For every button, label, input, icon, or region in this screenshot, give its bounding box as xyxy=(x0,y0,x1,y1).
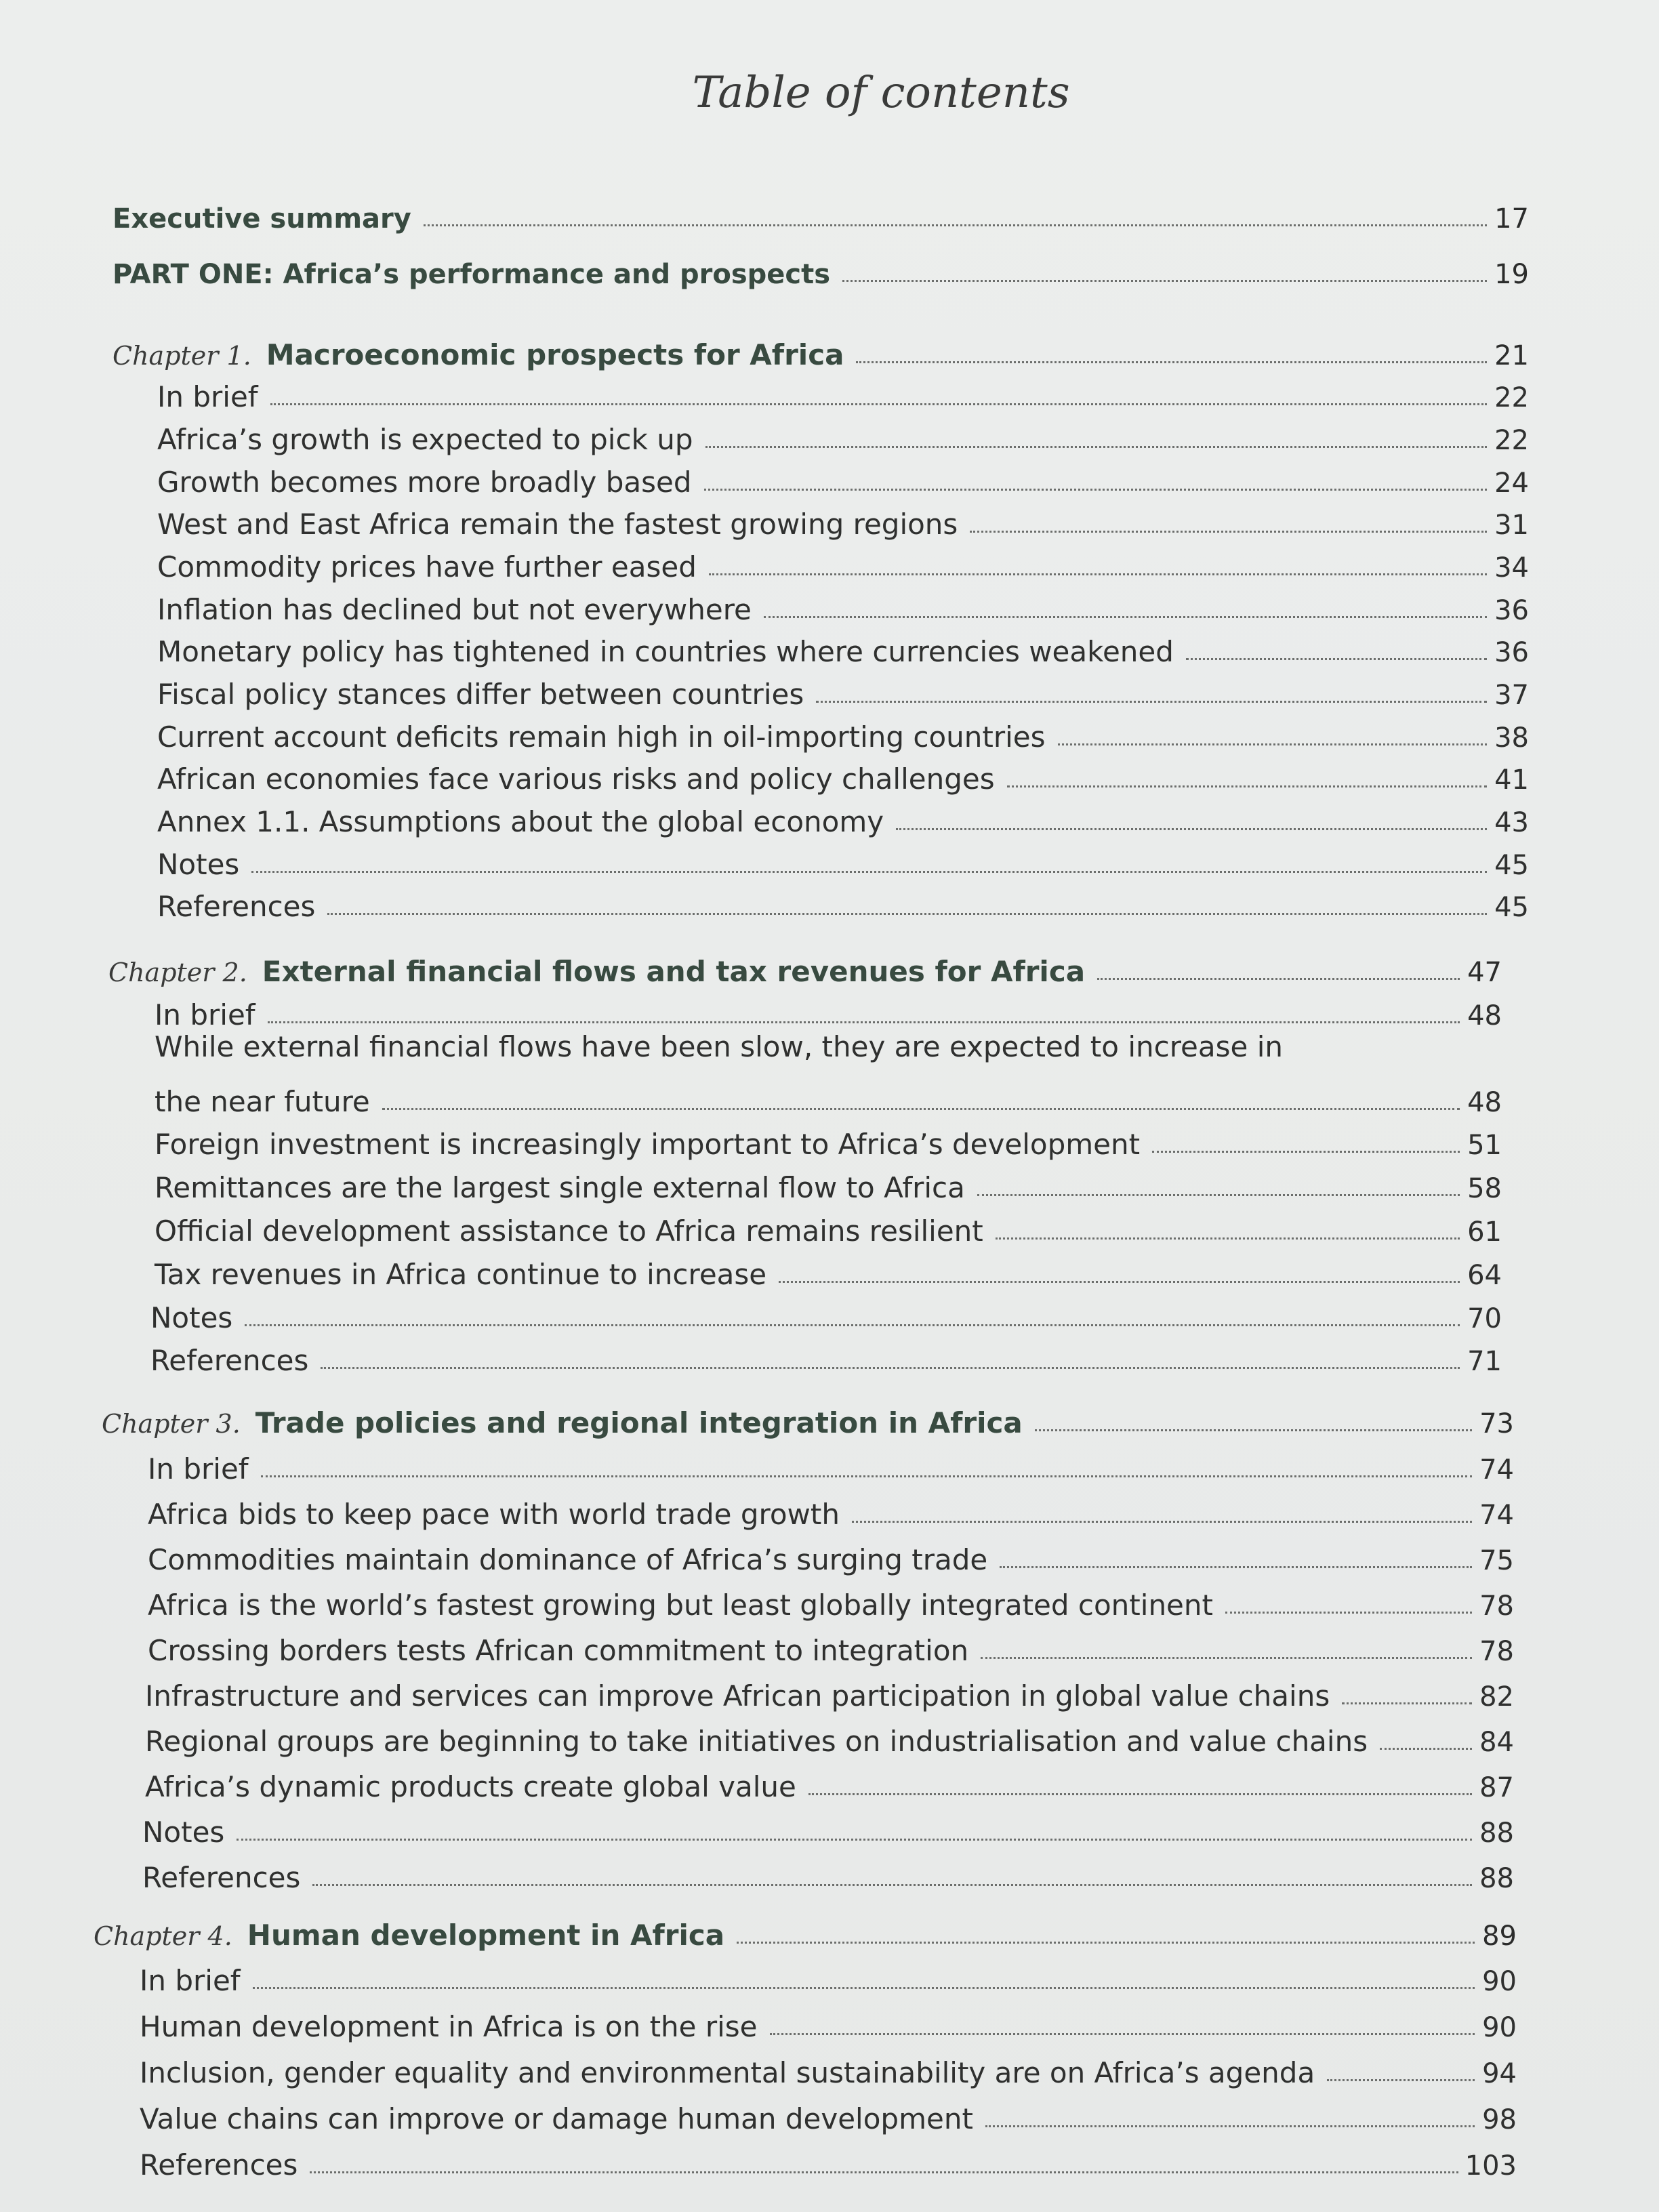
toc-page-number: 41 xyxy=(1494,764,1529,796)
toc-entry[interactable] xyxy=(155,1075,1502,1118)
toc-page-number: 19 xyxy=(1494,259,1529,290)
toc-entry[interactable] xyxy=(155,988,1502,1031)
toc-entry[interactable] xyxy=(155,1248,1502,1291)
chapter-title: Macroeconomic prospects for Africa xyxy=(266,338,844,371)
page-title: Table of contents xyxy=(692,68,1070,118)
chapter-2-heading[interactable] xyxy=(108,945,1502,988)
toc-entry[interactable] xyxy=(150,1334,1502,1377)
toc-page-number: 98 xyxy=(1482,2104,1517,2135)
chapter-number: Chapter 3. xyxy=(102,1409,241,1439)
toc-entry-part-one[interactable] xyxy=(112,247,1529,290)
dot-leader xyxy=(970,530,1487,533)
chapter-4-heading[interactable] xyxy=(94,1908,1517,1952)
chapter-3-heading[interactable] xyxy=(102,1396,1514,1439)
toc-entry-label: PART ONE: Africa’s performance and prospects xyxy=(112,259,831,290)
toc-page-number: 43 xyxy=(1494,807,1529,838)
toc-page-number: 73 xyxy=(1479,1408,1514,1439)
dot-leader xyxy=(1342,1702,1472,1704)
toc-entry[interactable] xyxy=(157,838,1529,881)
toc-entry-label: Annex 1.1. Assumptions about the global economy xyxy=(157,805,884,838)
toc-page-number: 78 xyxy=(1479,1636,1514,1667)
dot-leader xyxy=(245,1324,1460,1326)
dot-leader xyxy=(1225,1611,1472,1614)
toc-entry-label: References xyxy=(150,1344,309,1377)
toc-entry-label: Infrastructure and services can improve African participation in global value chains xyxy=(145,1679,1330,1713)
toc-entry[interactable] xyxy=(145,1760,1514,1803)
toc-entry-label: West and East Africa remain the fastest growing regions xyxy=(157,508,958,541)
toc-page-number: 64 xyxy=(1467,1260,1502,1291)
dot-leader xyxy=(261,1475,1472,1477)
dot-leader xyxy=(1152,1150,1460,1153)
toc-page-number: 74 xyxy=(1479,1500,1514,1531)
dot-leader xyxy=(382,1107,1460,1110)
dot-leader xyxy=(896,827,1487,830)
toc-entry[interactable] xyxy=(145,1669,1514,1713)
toc-page-number: 103 xyxy=(1465,2150,1517,2182)
toc-entry-label: Growth becomes more broadly based xyxy=(157,466,692,499)
toc-page-number: 61 xyxy=(1467,1216,1502,1248)
toc-page-number: 94 xyxy=(1482,2058,1517,2089)
toc-entry-label: Africa’s dynamic products create global value xyxy=(145,1770,796,1803)
toc-entry-label: Official development assistance to Africa remains resilient xyxy=(155,1214,983,1248)
toc-page-number: 36 xyxy=(1494,595,1529,626)
toc-entry[interactable] xyxy=(148,1578,1514,1622)
toc-entry[interactable] xyxy=(157,880,1529,923)
toc-page-number: 38 xyxy=(1494,722,1529,754)
toc-entry-label: Notes xyxy=(157,848,240,881)
dot-leader xyxy=(737,1941,1475,1944)
dot-leader xyxy=(1007,785,1487,787)
chapter-1-heading[interactable] xyxy=(112,328,1529,371)
toc-page-number: 22 xyxy=(1494,382,1529,413)
toc-page-number: 36 xyxy=(1494,637,1529,668)
toc-entry[interactable] xyxy=(140,1954,1517,1997)
dot-leader xyxy=(1380,1747,1472,1750)
toc-entry-label: Inflation has declined but not everywhere xyxy=(157,593,752,626)
dot-leader xyxy=(312,1883,1472,1886)
dot-leader xyxy=(327,912,1487,915)
dot-leader xyxy=(1000,1565,1472,1568)
toc-entry[interactable] xyxy=(157,752,1529,796)
toc-entry-label: Notes xyxy=(142,1816,225,1849)
dot-leader xyxy=(1058,743,1487,745)
toc-entry[interactable] xyxy=(140,2138,1517,2182)
chapter-number: Chapter 4. xyxy=(94,1921,232,1951)
toc-entry-wrapped-line-1[interactable]: While external financial flows have been slow, they are expected to increase in xyxy=(155,1030,1283,1063)
dot-leader xyxy=(996,1237,1460,1240)
dot-leader xyxy=(705,445,1487,448)
dot-leader xyxy=(816,700,1487,703)
chapter-title: Trade policies and regional integration in Africa xyxy=(255,1406,1023,1439)
toc-entry[interactable] xyxy=(140,2046,1517,2089)
toc-entry[interactable] xyxy=(148,1533,1514,1576)
toc-entry-label: Value chains can improve or damage human development xyxy=(140,2102,973,2135)
toc-page-number: 47 xyxy=(1467,957,1502,988)
toc-page-number: 82 xyxy=(1479,1681,1514,1713)
toc-page-number: 74 xyxy=(1479,1454,1514,1486)
toc-entry-label: Regional groups are beginning to take initiatives on industrialisation and value chains xyxy=(145,1725,1368,1758)
toc-entry[interactable] xyxy=(142,1851,1514,1894)
dot-leader xyxy=(237,1838,1472,1841)
dot-leader xyxy=(704,488,1487,491)
dot-leader xyxy=(856,361,1487,363)
toc-entry-executive-summary[interactable] xyxy=(112,191,1529,234)
toc-entry[interactable] xyxy=(148,1488,1514,1531)
toc-page-number: 51 xyxy=(1467,1130,1502,1161)
toc-page-number: 78 xyxy=(1479,1591,1514,1622)
toc-entry[interactable] xyxy=(155,1118,1502,1161)
dot-leader xyxy=(985,2125,1475,2127)
toc-page-number: 31 xyxy=(1494,510,1529,541)
toc-entry-label: Remittances are the largest single external flow to Africa xyxy=(155,1171,965,1204)
toc-page-number: 75 xyxy=(1479,1545,1514,1576)
toc-entry-label: In brief xyxy=(157,380,258,413)
toc-entry-label: In brief xyxy=(155,998,255,1031)
toc-entry-label: References xyxy=(157,890,316,923)
toc-entry[interactable] xyxy=(155,1161,1502,1204)
toc-page-number: 22 xyxy=(1494,425,1529,456)
toc-page-number: 89 xyxy=(1482,1921,1517,1952)
chapter-title: External financial flows and tax revenues for Africa xyxy=(262,955,1086,988)
toc-page-number: 71 xyxy=(1467,1346,1502,1377)
dot-leader xyxy=(981,1656,1472,1659)
chapter-number: Chapter 2. xyxy=(108,958,247,987)
toc-page-number: 24 xyxy=(1494,468,1529,499)
toc-page-number: 45 xyxy=(1494,850,1529,881)
toc-entry-label: Notes xyxy=(150,1301,233,1334)
toc-entry-label: In brief xyxy=(148,1452,249,1486)
dot-leader xyxy=(977,1193,1460,1196)
toc-entry[interactable] xyxy=(140,2092,1517,2135)
toc-entry[interactable] xyxy=(157,455,1529,499)
dot-leader xyxy=(779,1280,1460,1283)
dot-leader xyxy=(770,2032,1475,2035)
toc-entry-label: the near future xyxy=(155,1085,370,1118)
dot-leader xyxy=(808,1793,1472,1795)
toc-page-number: 84 xyxy=(1479,1727,1514,1758)
toc-entry[interactable] xyxy=(145,1715,1514,1758)
toc-entry-label: Monetary policy has tightened in countries where currencies weakened xyxy=(157,635,1174,668)
dot-leader xyxy=(270,403,1487,405)
toc-page-number: 58 xyxy=(1467,1173,1502,1204)
toc-entry[interactable] xyxy=(157,795,1529,838)
dot-leader xyxy=(852,1520,1472,1523)
toc-page-number: 21 xyxy=(1494,340,1529,371)
toc-entry[interactable] xyxy=(157,540,1529,583)
dot-leader xyxy=(842,279,1487,282)
toc-entry[interactable] xyxy=(148,1624,1514,1667)
toc-entry[interactable] xyxy=(157,370,1529,413)
toc-entry-label: Africa bids to keep pace with world trade growth xyxy=(148,1498,840,1531)
toc-entry[interactable] xyxy=(142,1805,1514,1849)
toc-entry-label: Africa is the world’s fastest growing but least globally integrated continent xyxy=(148,1589,1213,1622)
toc-entry-label: Fiscal policy stances differ between countries xyxy=(157,678,804,711)
toc-page-number: 45 xyxy=(1494,892,1529,923)
toc-entry-label: Commodity prices have further eased xyxy=(157,550,697,583)
toc-entry-label: In brief xyxy=(140,1964,241,1997)
toc-entry-label: References xyxy=(140,2148,298,2182)
toc-entry-label: Tax revenues in Africa continue to increase xyxy=(155,1258,767,1291)
toc-page-number: 70 xyxy=(1467,1303,1502,1334)
dot-leader xyxy=(1097,977,1460,980)
toc-entry[interactable] xyxy=(157,413,1529,456)
toc-entry-label: References xyxy=(142,1861,301,1894)
toc-entry-label: African economies face various risks and policy challenges xyxy=(157,762,995,796)
toc-page-number: 88 xyxy=(1479,1818,1514,1849)
toc-entry[interactable] xyxy=(157,625,1529,668)
toc-page-number: 34 xyxy=(1494,552,1529,583)
toc-entry[interactable] xyxy=(155,1204,1502,1248)
toc-entry-label: Foreign investment is increasingly important to Africa’s development xyxy=(155,1128,1141,1161)
toc-page-number: 90 xyxy=(1482,1966,1517,1997)
toc-entry[interactable] xyxy=(157,710,1529,754)
toc-entry[interactable] xyxy=(157,497,1529,541)
dot-leader xyxy=(709,573,1487,575)
toc-entry[interactable] xyxy=(148,1442,1514,1486)
toc-page-number: 90 xyxy=(1482,2012,1517,2043)
dot-leader xyxy=(1035,1429,1472,1431)
toc-entry-label: Current account deficits remain high in oil-importing countries xyxy=(157,720,1046,754)
toc-page-number: 48 xyxy=(1467,1000,1502,1031)
toc-entry-label: Commodities maintain dominance of Africa’s surging trade xyxy=(148,1543,988,1576)
toc-entry[interactable] xyxy=(140,2000,1517,2043)
chapter-number: Chapter 1. xyxy=(112,341,251,371)
toc-entry-label: Africa’s growth is expected to pick up xyxy=(157,423,693,456)
toc-entry-label: Human development in Africa is on the rise xyxy=(140,2010,758,2043)
dot-leader xyxy=(251,870,1487,873)
dot-leader xyxy=(1186,657,1487,660)
dot-leader xyxy=(321,1366,1460,1369)
toc-entry[interactable] xyxy=(157,668,1529,711)
toc-entry[interactable] xyxy=(150,1291,1502,1334)
dot-leader xyxy=(1327,2078,1475,2081)
toc-page-number: 37 xyxy=(1494,680,1529,711)
toc-page-number: 88 xyxy=(1479,1863,1514,1894)
dot-leader xyxy=(268,1021,1460,1023)
toc-page-number: 17 xyxy=(1494,203,1529,234)
dot-leader xyxy=(764,615,1487,618)
toc-entry-label: Inclusion, gender equality and environmental sustainability are on Africa’s agenda xyxy=(140,2056,1315,2089)
chapter-title: Human development in Africa xyxy=(247,1919,725,1952)
dot-leader xyxy=(253,1986,1475,1989)
toc-entry-label: Executive summary xyxy=(112,203,411,234)
toc-page-number: 48 xyxy=(1467,1087,1502,1118)
toc-page-number: 87 xyxy=(1479,1772,1514,1803)
dot-leader xyxy=(310,2171,1458,2173)
toc-entry[interactable] xyxy=(157,583,1529,626)
dot-leader xyxy=(424,224,1487,226)
toc-entry-label: Crossing borders tests African commitment to integration xyxy=(148,1634,969,1667)
